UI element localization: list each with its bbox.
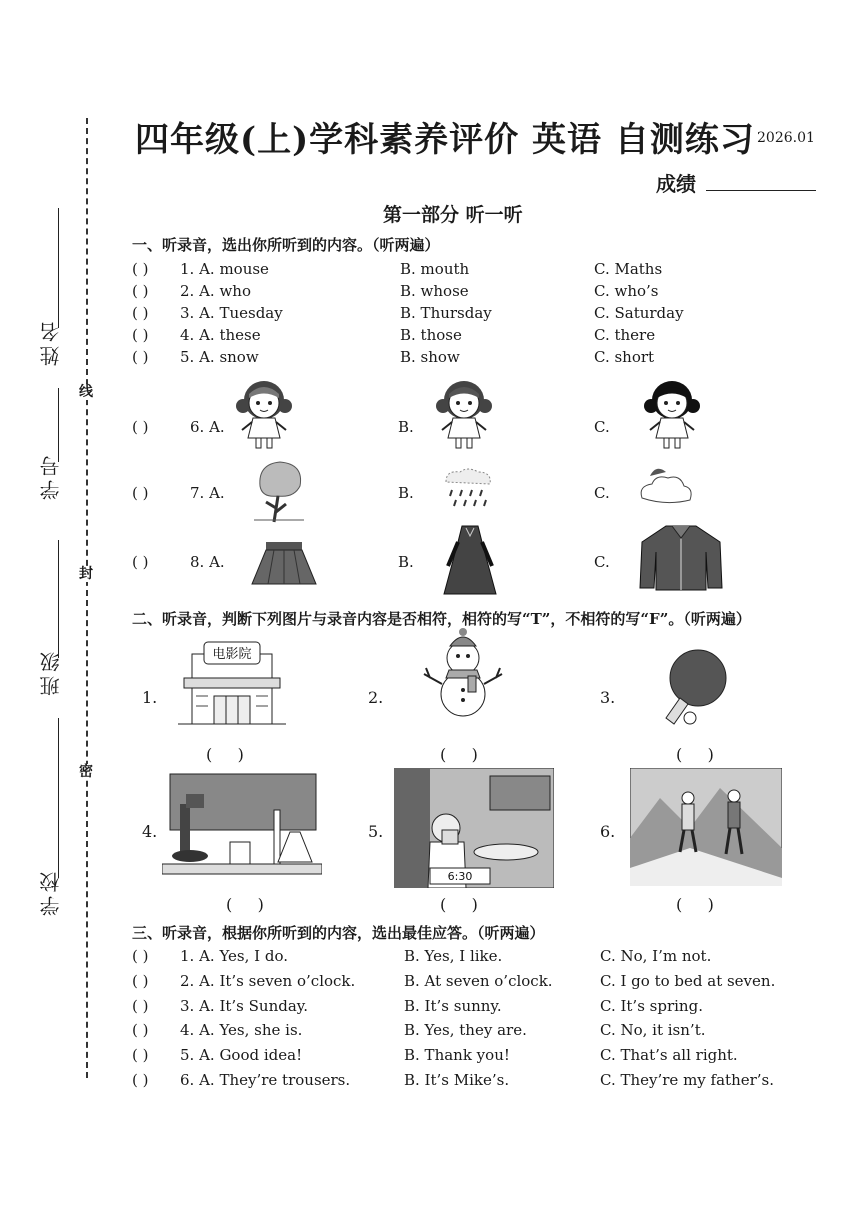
score-input-line[interactable] <box>706 190 816 191</box>
judge-item-number: 4. <box>142 822 158 841</box>
cinema-image <box>178 636 286 728</box>
question-row <box>132 1021 832 1041</box>
snowman-image <box>420 628 506 720</box>
option-c: C. No, I’m not. <box>600 947 712 965</box>
binding-mark-mi: 密 <box>79 764 93 780</box>
answer-blank[interactable]: ( ) <box>132 348 149 366</box>
option-a: 1. A. Yes, I do. <box>180 947 288 965</box>
school-field-label: 学校 <box>39 868 63 916</box>
option-b: B. At seven o’clock. <box>404 972 553 990</box>
option-a: 7. A. <box>190 484 225 502</box>
answer-blank[interactable]: ( ) <box>132 972 149 990</box>
class-field-line <box>58 540 59 658</box>
answer-blank[interactable]: ( ) <box>132 1071 149 1089</box>
option-c: C. who’s <box>594 282 659 300</box>
answer-blank[interactable]: ( ) <box>132 418 149 436</box>
option-c: C. They’re my father’s. <box>600 1071 775 1089</box>
option-b: B. show <box>400 348 460 366</box>
option-a: 6. A. They’re trousers. <box>180 1071 351 1089</box>
option-a: 2. A. who <box>180 282 251 300</box>
option-b: B. <box>398 553 414 571</box>
cloudy-sun-image <box>636 462 694 510</box>
question-row <box>132 1071 832 1091</box>
option-c: C. That’s all right. <box>600 1046 738 1064</box>
windy-tree-image <box>250 456 310 526</box>
section-two-heading: 二、听录音，判断下列图片与录音内容是否相符，相符的写“T”，不相符的写“F”。（听两遍） <box>132 610 751 628</box>
answer-blank[interactable]: ( ) <box>132 304 149 322</box>
option-a: 6. A. <box>190 418 225 436</box>
option-a: 5. A. Good idea! <box>180 1046 303 1064</box>
option-a: 4. A. these <box>180 326 261 344</box>
judge-item-number: 6. <box>600 822 616 841</box>
student-id-field-line <box>58 388 59 462</box>
option-c: C. Saturday <box>594 304 684 322</box>
science-lab-image <box>162 772 322 886</box>
question-row <box>132 348 832 368</box>
question-row <box>132 282 832 302</box>
option-b: B. It’s sunny. <box>404 997 502 1015</box>
name-field-label: 姓名 <box>39 318 63 366</box>
jacket-image <box>636 522 726 594</box>
girl-light-hair-image <box>232 372 296 454</box>
answer-blank[interactable]: ( ) <box>132 282 149 300</box>
rain-cloud-image <box>440 466 496 516</box>
option-a: 2. A. It’s seven o’clock. <box>180 972 356 990</box>
question-row <box>132 260 832 280</box>
boy-brushing-teeth-image <box>394 768 554 888</box>
class-field-label: 班级 <box>39 648 63 696</box>
option-a: 5. A. snow <box>180 348 259 366</box>
option-b: B. Thank you! <box>404 1046 510 1064</box>
question-row <box>132 326 832 346</box>
question-row <box>132 947 832 967</box>
judge-item-number: 1. <box>142 688 158 707</box>
part-one-heading: 第一部分 听一听 <box>383 204 523 226</box>
judge-answer-blank[interactable]: ( ) <box>440 895 478 914</box>
binding-mark-xian: 线 <box>79 384 93 400</box>
judge-item-number: 5. <box>368 822 384 841</box>
section-one-heading: 一、听录音，选出你所听到的内容。（听两遍） <box>132 236 440 254</box>
answer-blank[interactable]: ( ) <box>132 1046 149 1064</box>
judge-answer-blank[interactable]: ( ) <box>440 745 478 764</box>
exam-date: 2026.01 <box>757 130 815 146</box>
page-title: 四年级(上)学科素养评价 英语 自测练习 <box>135 120 755 160</box>
school-field-line <box>58 718 59 878</box>
clock-display: 6:30 <box>447 870 473 883</box>
hiking-mountain-image <box>630 768 782 886</box>
option-b: B. <box>398 418 414 436</box>
judge-item-number: 2. <box>368 688 384 707</box>
score-label: 成绩 <box>656 172 696 196</box>
answer-blank[interactable]: ( ) <box>132 1021 149 1039</box>
option-a: 8. A. <box>190 553 225 571</box>
dress-image <box>442 522 498 598</box>
skirt-image <box>248 538 320 590</box>
answer-blank[interactable]: ( ) <box>132 553 149 571</box>
question-row <box>132 972 832 992</box>
option-b: B. <box>398 484 414 502</box>
girl-dark-hair-image <box>640 372 704 454</box>
option-c: C. Maths <box>594 260 663 278</box>
option-c: C. <box>594 484 610 502</box>
option-a: 3. A. Tuesday <box>180 304 283 322</box>
option-b: B. It’s Mike’s. <box>404 1071 510 1089</box>
option-c: C. <box>594 553 610 571</box>
cinema-sign: 电影院 <box>212 647 252 662</box>
judge-answer-blank[interactable]: ( ) <box>206 745 244 764</box>
option-c: C. <box>594 418 610 436</box>
option-a: 1. A. mouse <box>180 260 269 278</box>
option-a: 4. A. Yes, she is. <box>180 1021 303 1039</box>
section-three-heading: 三、听录音，根据你所听到的内容，选出最佳应答。（听两遍） <box>132 924 545 942</box>
ping-pong-paddle-image <box>656 648 728 730</box>
answer-blank[interactable]: ( ) <box>132 997 149 1015</box>
judge-answer-blank[interactable]: ( ) <box>676 895 714 914</box>
option-c: C. It’s spring. <box>600 997 703 1015</box>
option-b: B. Yes, I like. <box>404 947 503 965</box>
answer-blank[interactable]: ( ) <box>132 947 149 965</box>
judge-answer-blank[interactable]: ( ) <box>226 895 264 914</box>
question-row <box>132 304 832 324</box>
student-id-field-label: 学号 <box>39 452 63 500</box>
girl-mid-hair-image <box>432 372 496 454</box>
name-field-line <box>58 208 59 328</box>
option-b: B. whose <box>400 282 469 300</box>
answer-blank[interactable]: ( ) <box>132 326 149 344</box>
question-row <box>132 997 832 1017</box>
option-c: C. there <box>594 326 656 344</box>
answer-blank[interactable]: ( ) <box>132 484 149 502</box>
answer-blank[interactable]: ( ) <box>132 260 149 278</box>
option-c: C. No, it isn’t. <box>600 1021 706 1039</box>
judge-item-number: 3. <box>600 688 616 707</box>
option-a: 3. A. It’s Sunday. <box>180 997 309 1015</box>
option-b: B. those <box>400 326 462 344</box>
judge-answer-blank[interactable]: ( ) <box>676 745 714 764</box>
option-b: B. mouth <box>400 260 470 278</box>
option-b: B. Yes, they are. <box>404 1021 527 1039</box>
binding-mark-feng: 封 <box>79 566 93 582</box>
binding-dashed-line <box>86 118 88 1078</box>
option-c: C. I go to bed at seven. <box>600 972 776 990</box>
option-b: B. Thursday <box>400 304 492 322</box>
question-row <box>132 1046 832 1066</box>
option-c: C. short <box>594 348 655 366</box>
